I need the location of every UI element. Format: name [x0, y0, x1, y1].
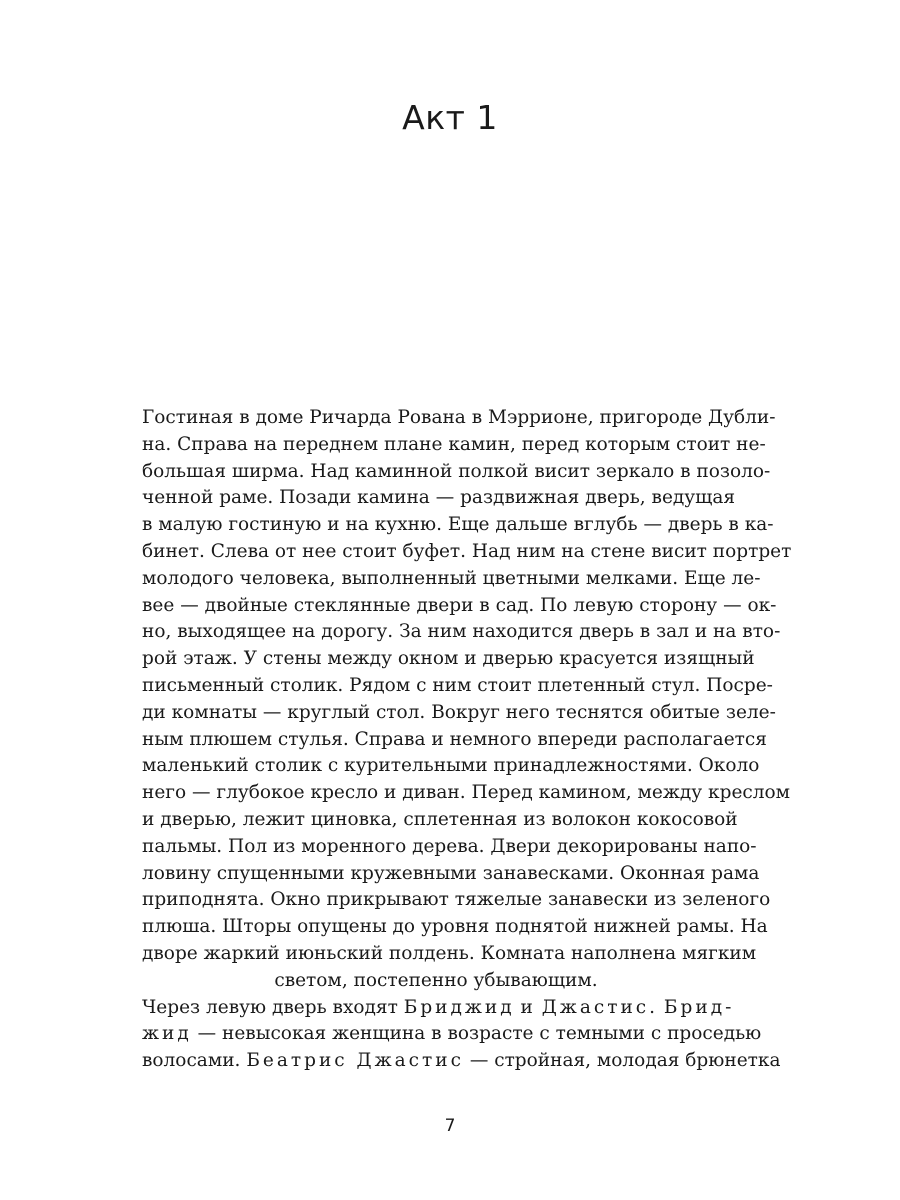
character-name: Джастис. — [541, 996, 659, 1018]
text-line: ловину спущенными кружевными занавесками. Оконная рама — [142, 862, 760, 884]
action-line-3 — [142, 1048, 781, 1075]
action-text: и — [520, 996, 536, 1018]
act-heading: Акт 1 — [402, 98, 498, 137]
page-number: 7 — [444, 1116, 456, 1136]
character-name: Брид- — [663, 996, 735, 1018]
text-line: ченной раме. Позади камина — раздвижная дверь, ведущая — [142, 487, 736, 509]
text-line: плюша. Шторы опущены до уровня поднятой нижней рамы. На — [142, 916, 768, 938]
text-line: большая ширма. Над каминной полкой висит зеркало в позоло- — [142, 460, 771, 482]
character-name: Бриджид — [403, 996, 515, 1018]
action-text: Через левую дверь входят — [142, 996, 398, 1018]
text-line: него — глубокое кресло и диван. Перед камином, между креслом — [142, 782, 791, 804]
text-line: дворе жаркий июньский полдень. Комната наполнена мягким — [142, 942, 757, 964]
character-name: жид — [142, 1023, 192, 1045]
action-text: волосами. — [142, 1050, 241, 1072]
action-line-2 — [142, 1021, 762, 1048]
text-line: пальмы. Пол из моренного дерева. Двери декорированы напо- — [142, 835, 757, 857]
text-line: на. Справа на переднем плане камин, перед которым стоит не- — [142, 433, 766, 455]
text-line: маленький столик с курительными принадлежностями. Около — [142, 755, 760, 777]
text-line: Гостиная в доме Ричарда Рована в Мэррионе, пригороде Дубли- — [142, 407, 776, 428]
text-line: рой этаж. У стены между окном и дверью красуется изящный — [142, 648, 755, 670]
text-line: и дверью, лежит циновка, сплетенная из волокон кокосовой — [142, 808, 738, 830]
text-line: но, выходящее на дорогу. За ним находится дверь в зал и на вто- — [142, 621, 781, 643]
text-line: ным плюшем стулья. Справа и немного впереди располагается — [142, 728, 767, 750]
stage-directions — [142, 405, 792, 1075]
text-line: молодого человека, выполненный цветными мелками. Еще ле- — [142, 567, 761, 589]
text-line: в малую гостиную и на кухню. Еще дальше вглубь — дверь в ка- — [142, 514, 774, 536]
text-line: приподнята. Окно прикрывают тяжелые занавески из зеленого — [142, 889, 771, 911]
action-text: — невысокая женщина в возрасте с темными с проседью — [197, 1023, 762, 1045]
centered-text-line: светом, постепенно убывающим. — [274, 969, 598, 991]
text-line: вее — двойные стеклянные двери в сад. По левую сторону — ок- — [142, 594, 777, 616]
text-line: бинет. Слева от нее стоит буфет. Над ним на стене висит портрет — [142, 540, 792, 562]
text-line: письменный столик. Рядом с ним стоит плетенный стул. Посре- — [142, 674, 773, 696]
text-line: ди комнаты — круглый стол. Вокруг него теснятся обитые зеле- — [142, 701, 776, 723]
action-line-1 — [142, 995, 735, 1022]
character-name: Беатрис Джастис — [246, 1050, 464, 1072]
action-text: — стройная, молодая брюнетка — [469, 1050, 781, 1072]
